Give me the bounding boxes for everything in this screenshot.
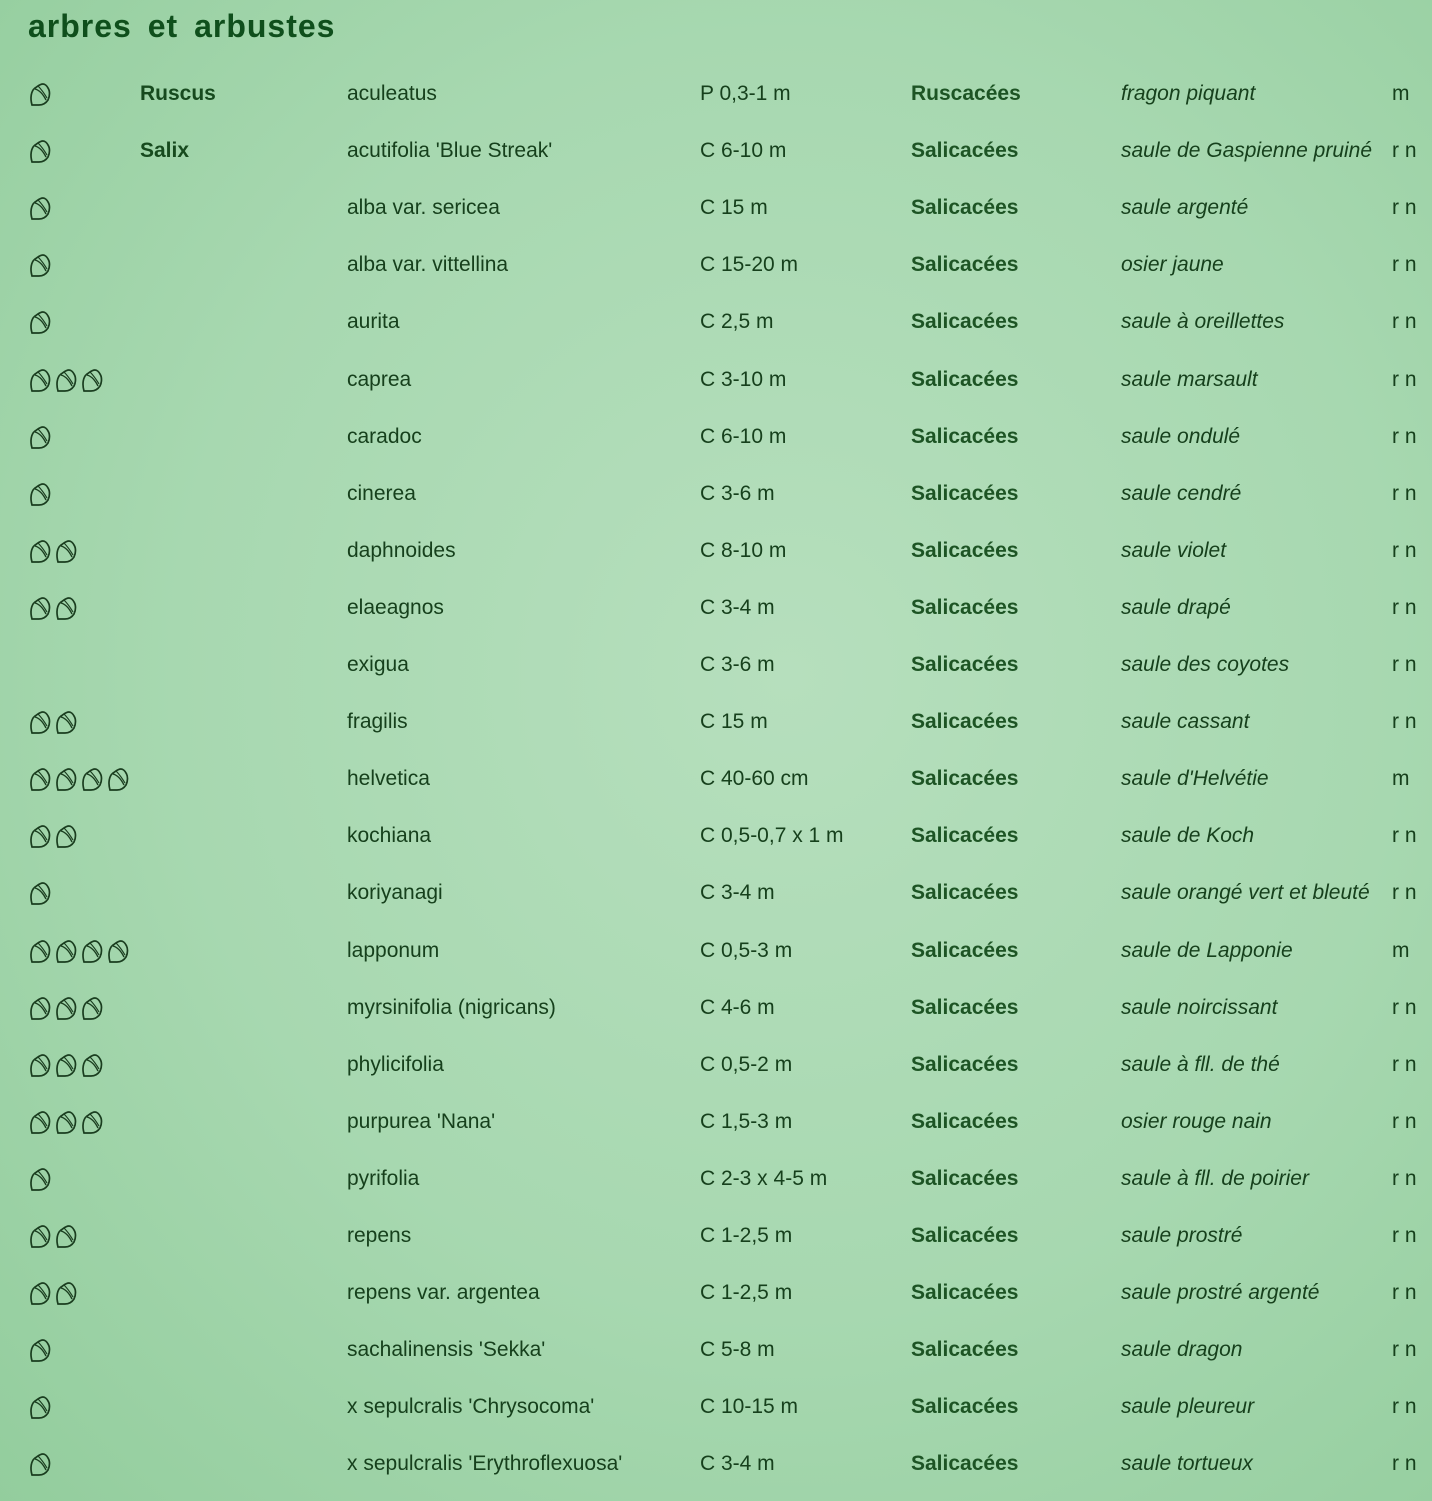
table-row xyxy=(0,184,1432,240)
hardiness-icons xyxy=(28,480,52,516)
table-row xyxy=(0,413,1432,469)
hardiness-icons xyxy=(28,1165,52,1201)
hardiness-icons xyxy=(28,308,52,344)
shrub-outline-icon xyxy=(28,537,52,573)
size-cell: C 6-10 m xyxy=(700,424,787,448)
species-cell: caprea xyxy=(347,367,412,391)
code-cell: r n xyxy=(1392,824,1417,848)
hardiness-icons xyxy=(28,994,104,1030)
family-cell: Salicacées xyxy=(911,653,1019,676)
hardiness-icons xyxy=(28,937,130,973)
table-row xyxy=(0,755,1432,811)
family-cell: Salicacées xyxy=(911,595,1019,619)
size-cell: C 1-2,5 m xyxy=(700,1281,793,1305)
species-cell: repens var. argentea xyxy=(347,1281,540,1305)
shrub-outline-icon xyxy=(28,137,52,173)
table-row xyxy=(0,698,1432,754)
size-cell: C 10-15 m xyxy=(700,1395,799,1419)
species-cell: alba var. sericea xyxy=(347,196,500,220)
shrub-outline-icon xyxy=(28,1336,52,1372)
table-row xyxy=(0,298,1432,354)
size-cell: C 6-10 m xyxy=(700,139,787,163)
species-cell: alba var. vittellina xyxy=(347,253,509,277)
shrub-outline-icon xyxy=(54,822,78,858)
common-name-cell: saule des coyotes xyxy=(1121,653,1290,676)
table-row xyxy=(0,1041,1432,1097)
size-cell: C 15-20 m xyxy=(700,253,799,277)
species-cell: exigua xyxy=(347,653,409,676)
code-cell: r n xyxy=(1392,424,1417,448)
table-row xyxy=(0,584,1432,640)
shrub-outline-icon xyxy=(28,937,52,973)
size-cell: C 2-3 x 4-5 m xyxy=(700,1166,828,1190)
hardiness-icons xyxy=(28,537,78,573)
size-cell: C 3-10 m xyxy=(700,367,787,391)
shrub-outline-icon xyxy=(54,1279,78,1315)
common-name-cell: saule à oreillettes xyxy=(1121,310,1285,334)
shrub-outline-icon xyxy=(28,366,52,402)
page-title: arbres et arbustes xyxy=(28,8,336,44)
size-cell: C 4-6 m xyxy=(700,995,775,1019)
common-name-cell: saule cendré xyxy=(1121,481,1242,505)
common-name-cell: saule dragon xyxy=(1121,1338,1243,1362)
species-cell: phylicifolia xyxy=(347,1052,444,1076)
table-row xyxy=(0,927,1432,983)
code-cell: r n xyxy=(1392,881,1417,905)
size-cell: C 0,5-3 m xyxy=(700,938,793,962)
hardiness-icons xyxy=(28,1222,78,1258)
shrub-outline-icon xyxy=(28,765,52,801)
common-name-cell: saule à fll. de poirier xyxy=(1121,1166,1309,1190)
code-cell: r n xyxy=(1392,1224,1417,1247)
shrub-outline-icon xyxy=(28,1051,52,1087)
table-row xyxy=(0,70,1432,126)
hardiness-icons xyxy=(28,594,78,630)
common-name-cell: saule de Gaspienne pruiné xyxy=(1121,139,1373,163)
hardiness-icons xyxy=(28,1051,104,1087)
code-cell: r n xyxy=(1392,1452,1417,1476)
table-row xyxy=(0,527,1432,583)
code-cell: r n xyxy=(1392,995,1417,1019)
shrub-outline-icon xyxy=(28,251,52,287)
shrub-outline-icon xyxy=(80,366,104,402)
shrub-outline-icon xyxy=(28,594,52,630)
code-cell: r n xyxy=(1392,139,1417,163)
table-row xyxy=(0,1269,1432,1325)
common-name-cell: saule argenté xyxy=(1121,196,1249,220)
species-cell: purpurea 'Nana' xyxy=(347,1109,496,1133)
shrub-outline-icon xyxy=(80,937,104,973)
shrub-outline-icon xyxy=(28,1108,52,1144)
hardiness-icons xyxy=(28,366,104,402)
species-cell: daphnoides xyxy=(347,538,456,562)
size-cell: C 3-4 m xyxy=(700,595,775,619)
code-cell: r n xyxy=(1392,710,1417,734)
shrub-outline-icon xyxy=(28,1450,52,1486)
hardiness-icons xyxy=(28,251,52,287)
shrub-outline-icon xyxy=(54,1051,78,1087)
genus-cell: Ruscus xyxy=(140,82,216,105)
species-cell: x sepulcralis 'Erythroflexuosa' xyxy=(347,1452,623,1476)
shrub-outline-icon xyxy=(54,366,78,402)
shrub-outline-icon xyxy=(54,594,78,630)
shrub-outline-icon xyxy=(54,937,78,973)
code-cell: r n xyxy=(1392,1338,1417,1362)
family-cell: Salicacées xyxy=(911,995,1019,1019)
size-cell: C 40-60 cm xyxy=(700,767,809,791)
table-row xyxy=(0,470,1432,526)
code-cell: r n xyxy=(1392,1395,1417,1419)
species-cell: pyrifolia xyxy=(347,1166,420,1190)
size-cell: C 15 m xyxy=(700,710,768,734)
species-cell: x sepulcralis 'Chrysocoma' xyxy=(347,1395,595,1419)
species-cell: acutifolia 'Blue Streak' xyxy=(347,139,553,163)
table-row xyxy=(0,1326,1432,1382)
common-name-cell: saule prostré xyxy=(1121,1224,1243,1247)
table-row xyxy=(0,869,1432,925)
code-cell: r n xyxy=(1392,653,1417,676)
table-row xyxy=(0,1440,1432,1496)
code-cell: r n xyxy=(1392,1052,1417,1076)
hardiness-icons xyxy=(28,194,52,230)
shrub-outline-icon xyxy=(28,480,52,516)
genus-cell: Salix xyxy=(140,139,190,163)
size-cell: C 1,5-3 m xyxy=(700,1109,793,1133)
common-name-cell: osier jaune xyxy=(1121,253,1224,277)
hardiness-icons xyxy=(28,879,52,915)
species-cell: koriyanagi xyxy=(347,881,443,905)
code-cell: m xyxy=(1392,938,1410,962)
shrub-outline-icon xyxy=(28,1279,52,1315)
code-cell: m xyxy=(1392,767,1410,791)
family-cell: Salicacées xyxy=(911,424,1019,448)
hardiness-icons xyxy=(28,1108,104,1144)
family-cell: Ruscacées xyxy=(911,82,1021,105)
common-name-cell: saule à fll. de thé xyxy=(1121,1052,1280,1076)
table-row xyxy=(0,641,1432,697)
family-cell: Salicacées xyxy=(911,367,1019,391)
shrub-outline-icon xyxy=(80,994,104,1030)
hardiness-icons xyxy=(28,1450,52,1486)
size-cell: C 8-10 m xyxy=(700,538,787,562)
common-name-cell: saule pleureur xyxy=(1121,1395,1255,1419)
common-name-cell: saule tortueux xyxy=(1121,1452,1253,1476)
table-row xyxy=(0,1212,1432,1268)
table-row xyxy=(0,241,1432,297)
family-cell: Salicacées xyxy=(911,1395,1019,1419)
size-cell: P 0,3-1 m xyxy=(700,82,791,105)
shrub-outline-icon xyxy=(28,1222,52,1258)
size-cell: C 3-4 m xyxy=(700,1452,775,1476)
shrub-outline-icon xyxy=(28,308,52,344)
common-name-cell: saule drapé xyxy=(1121,595,1231,619)
shrub-outline-icon xyxy=(28,822,52,858)
hardiness-icons xyxy=(28,1279,78,1315)
common-name-cell: fragon piquant xyxy=(1121,82,1256,105)
family-cell: Salicacées xyxy=(911,938,1019,962)
family-cell: Salicacées xyxy=(911,538,1019,562)
table-row xyxy=(0,127,1432,183)
shrub-outline-icon xyxy=(28,1393,52,1429)
shrub-outline-icon xyxy=(80,1108,104,1144)
common-name-cell: saule de Lapponie xyxy=(1121,938,1293,962)
code-cell: r n xyxy=(1392,1281,1417,1305)
hardiness-icons xyxy=(28,708,78,744)
common-name-cell: saule ondulé xyxy=(1121,424,1241,448)
common-name-cell: saule orangé vert et bleuté xyxy=(1121,881,1370,905)
hardiness-icons xyxy=(28,1393,52,1429)
family-cell: Salicacées xyxy=(911,1224,1019,1247)
shrub-outline-icon xyxy=(28,1165,52,1201)
shrub-outline-icon xyxy=(54,765,78,801)
shrub-outline-icon xyxy=(28,994,52,1030)
species-cell: aculeatus xyxy=(347,82,437,105)
species-cell: caradoc xyxy=(347,424,422,448)
table-row xyxy=(0,1383,1432,1439)
shrub-outline-icon xyxy=(106,765,130,801)
shrub-outline-icon xyxy=(54,1108,78,1144)
shrub-outline-icon xyxy=(54,537,78,573)
code-cell: r n xyxy=(1392,1109,1417,1133)
shrub-outline-icon xyxy=(54,994,78,1030)
common-name-cell: saule d'Helvétie xyxy=(1121,767,1269,791)
family-cell: Salicacées xyxy=(911,881,1019,905)
common-name-cell: osier rouge nain xyxy=(1121,1109,1272,1133)
shrub-outline-icon xyxy=(106,937,130,973)
family-cell: Salicacées xyxy=(911,1281,1019,1305)
size-cell: C 0,5-0,7 x 1 m xyxy=(700,824,844,848)
family-cell: Salicacées xyxy=(911,253,1019,277)
common-name-cell: saule violet xyxy=(1121,538,1227,562)
size-cell: C 3-6 m xyxy=(700,481,775,505)
family-cell: Salicacées xyxy=(911,824,1019,848)
shrub-outline-icon xyxy=(54,708,78,744)
species-cell: aurita xyxy=(347,310,400,334)
common-name-cell: saule cassant xyxy=(1121,710,1250,734)
shrub-outline-icon xyxy=(80,765,104,801)
family-cell: Salicacées xyxy=(911,1452,1019,1476)
common-name-cell: saule marsault xyxy=(1121,367,1258,391)
size-cell: C 3-6 m xyxy=(700,653,775,676)
table-row xyxy=(0,812,1432,868)
size-cell: C 1-2,5 m xyxy=(700,1224,793,1247)
size-cell: C 5-8 m xyxy=(700,1338,775,1362)
hardiness-icons xyxy=(28,822,78,858)
code-cell: r n xyxy=(1392,538,1417,562)
species-cell: kochiana xyxy=(347,824,432,848)
code-cell: r n xyxy=(1392,595,1417,619)
common-name-cell: saule prostré argenté xyxy=(1121,1281,1320,1305)
size-cell: C 0,5-2 m xyxy=(700,1052,793,1076)
hardiness-icons xyxy=(28,423,52,459)
hardiness-icons xyxy=(28,765,130,801)
species-cell: lapponum xyxy=(347,938,440,962)
species-cell: cinerea xyxy=(347,481,416,505)
shrub-outline-icon xyxy=(80,1051,104,1087)
family-cell: Salicacées xyxy=(911,1109,1019,1133)
size-cell: C 3-4 m xyxy=(700,881,775,905)
family-cell: Salicacées xyxy=(911,767,1019,791)
species-cell: sachalinensis 'Sekka' xyxy=(347,1338,546,1362)
size-cell: C 2,5 m xyxy=(700,310,774,334)
hardiness-icons xyxy=(28,80,52,116)
family-cell: Salicacées xyxy=(911,139,1019,163)
table-row xyxy=(0,356,1432,412)
family-cell: Salicacées xyxy=(911,310,1019,334)
table-row xyxy=(0,1155,1432,1211)
size-cell: C 15 m xyxy=(700,196,768,220)
family-cell: Salicacées xyxy=(911,1338,1019,1362)
code-cell: r n xyxy=(1392,481,1417,505)
shrub-outline-icon xyxy=(28,194,52,230)
table-row xyxy=(0,984,1432,1040)
code-cell: r n xyxy=(1392,253,1417,277)
common-name-cell: saule de Koch xyxy=(1121,824,1255,848)
shrub-outline-icon xyxy=(28,879,52,915)
species-cell: fragilis xyxy=(347,710,408,734)
code-cell: m xyxy=(1392,82,1410,105)
species-cell: helvetica xyxy=(347,767,430,791)
shrub-outline-icon xyxy=(28,80,52,116)
shrub-outline-icon xyxy=(54,1222,78,1258)
family-cell: Salicacées xyxy=(911,481,1019,505)
table-row xyxy=(0,1098,1432,1154)
shrub-outline-icon xyxy=(28,423,52,459)
hardiness-icons xyxy=(28,137,52,173)
family-cell: Salicacées xyxy=(911,196,1019,220)
species-cell: elaeagnos xyxy=(347,595,444,619)
code-cell: r n xyxy=(1392,367,1417,391)
hardiness-icons xyxy=(28,1336,52,1372)
code-cell: r n xyxy=(1392,1166,1417,1190)
family-cell: Salicacées xyxy=(911,710,1019,734)
family-cell: Salicacées xyxy=(911,1052,1019,1076)
species-cell: repens xyxy=(347,1224,412,1247)
species-cell: myrsinifolia (nigricans) xyxy=(347,995,556,1019)
shrub-outline-icon xyxy=(28,708,52,744)
common-name-cell: saule noircissant xyxy=(1121,995,1278,1019)
code-cell: r n xyxy=(1392,310,1417,334)
code-cell: r n xyxy=(1392,196,1417,220)
family-cell: Salicacées xyxy=(911,1166,1019,1190)
